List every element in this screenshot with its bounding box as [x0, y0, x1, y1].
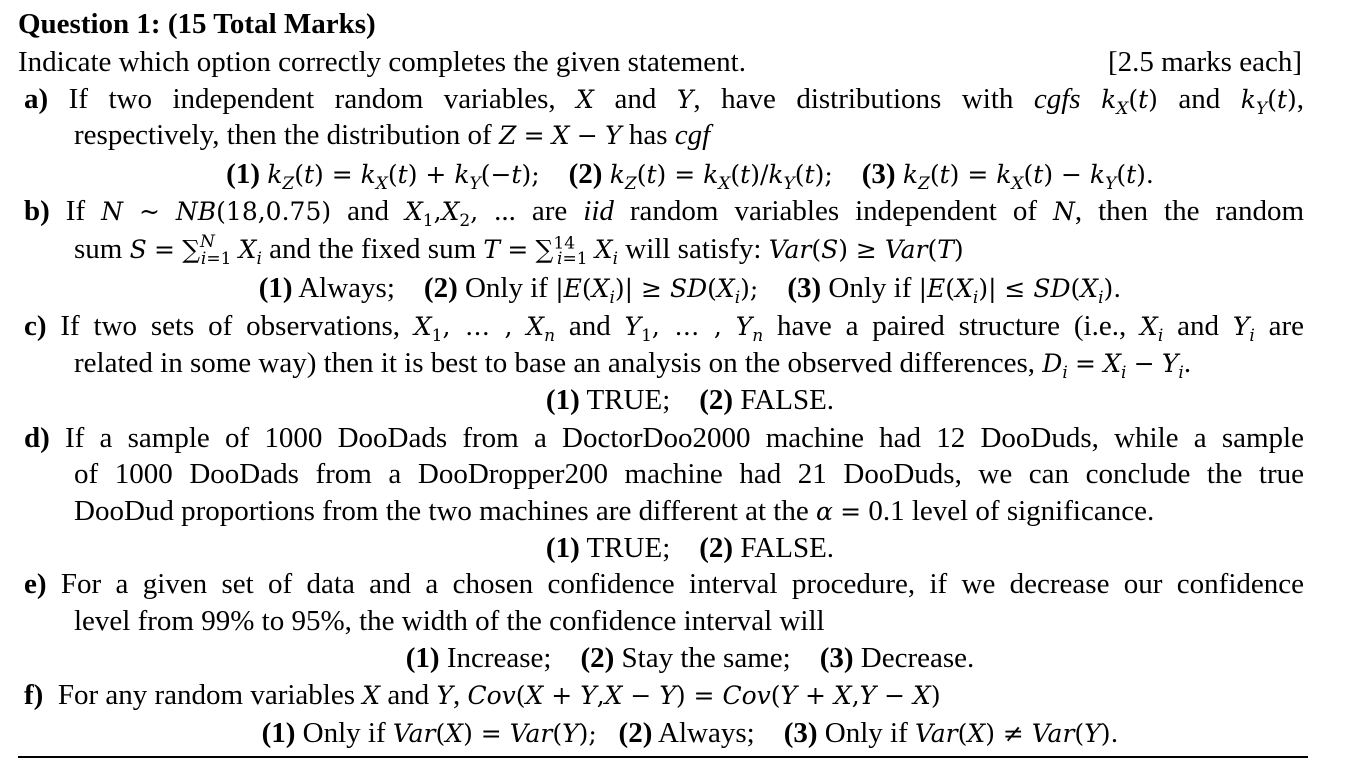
- item-d-options: [120, 530, 1260, 566]
- item-f-label: f): [24, 679, 44, 711]
- item-a-option-3[interactable]: (3) $k_Z(t) = k_X(t) - k_Y(t)$.: [861, 158, 1154, 194]
- item-d-label: d): [24, 422, 50, 454]
- item-c-line2: related in some way) then it is best to base an analysis on the observed differences, $D_i = X_i - Y_i$.: [74, 347, 1192, 383]
- item-e-line1: e) For a given set of data and a chosen confidence interval procedure, if we decrease our confidence: [24, 568, 1304, 600]
- item-a-option-1[interactable]: (1) $k_Z(t) = k_X(t) + k_Y(-t)$;: [226, 158, 540, 194]
- item-b-line1: b) If N ~ NB(18,0.75) and $X_1,X_2$, ... are iid random variables independent of N, then the random: [24, 195, 1305, 231]
- item-a-line2: respectively, then the distribution of Z = X − Y has cgf: [74, 119, 711, 151]
- item-e-label: e): [24, 568, 47, 600]
- question-title: [18, 6, 376, 42]
- item-a-option-2[interactable]: (2) $k_Z(t) = k_X(t)/k_Y(t)$;: [568, 158, 833, 194]
- item-b-option-1[interactable]: (1) Always;: [258, 272, 395, 304]
- item-e-options: [120, 640, 1260, 676]
- item-d-line2: of 1000 DooDads from a DooDropper200 machine had 21 DooDuds, we can conclude the true: [74, 458, 1304, 490]
- item-e-option-1[interactable]: (1) Increase;: [405, 642, 552, 674]
- item-d-option-1[interactable]: (1) TRUE;: [545, 532, 671, 564]
- item-f-option-3[interactable]: (3) Only if Var(X) ≠ Var(Y).: [783, 717, 1119, 749]
- question-title-text: Question 1: (15 Total Marks): [18, 8, 376, 40]
- item-e-option-3[interactable]: (3) Decrease.: [819, 642, 975, 674]
- item-a-options: [120, 156, 1260, 193]
- item-b-option-3[interactable]: (3) Only if $|E(X_i)| \le SD(X_i)$.: [787, 272, 1122, 308]
- instruction-text: Indicate which option correctly completes the given statement.: [18, 46, 746, 78]
- item-b-label: b): [24, 195, 50, 227]
- item-d-line3: DooDud proportions from the two machines are different at the α = 0.1 level of significance.: [74, 495, 1155, 527]
- bottom-rule: [18, 756, 1308, 758]
- item-c-option-1[interactable]: (1) TRUE;: [545, 384, 671, 416]
- item-c-option-2[interactable]: (2) FALSE.: [699, 384, 835, 416]
- item-f-line1: f) For any random variables X and Y, Cov(X + Y,X − Y) = Cov(Y + X,Y − X): [24, 679, 941, 711]
- item-a-line1: a) If two independent random variables, X and Y, have distributions with cgfs $k_X(t)$ and $k_Y(t)$,: [24, 83, 1305, 119]
- item-c-options: [120, 382, 1260, 418]
- item-f-option-1[interactable]: (1) Only if Var(X) = Var(Y);: [261, 717, 597, 749]
- item-f-option-2[interactable]: (2) Always;: [618, 717, 755, 749]
- instruction-line: [18, 44, 1302, 80]
- item-d-option-2[interactable]: (2) FALSE.: [699, 532, 835, 564]
- item-a-label: a): [24, 83, 49, 115]
- item-b-options: [120, 270, 1260, 307]
- item-d-line1: d) If a sample of 1000 DooDads from a DoctorDoo2000 machine had 12 DooDuds, while a sample: [24, 422, 1304, 454]
- item-e-option-2[interactable]: (2) Stay the same;: [580, 642, 791, 674]
- item-e-line2: level from 99% to 95%, the width of the confidence interval will: [74, 605, 825, 637]
- item-b-line2: sum S = ∑$^N_{i=1}$ $X_i$ and the fixed sum T = ∑$^{14}_{i=1}$ $X_i$ will satisfy: Var(S) ≥ Var(T): [74, 231, 964, 269]
- item-f-options: [120, 715, 1260, 752]
- marks-label: [2.5 marks each]: [1107, 46, 1302, 78]
- item-c-label: c): [24, 310, 47, 342]
- item-b-option-2[interactable]: (2) Only if $|E(X_i)| \ge SD(X_i)$;: [423, 272, 759, 308]
- item-c-line1: c) If two sets of observations, $X_1$, … , $X_n$ and $Y_1$, … , $Y_n$ have a paired structure (i.e., $X_i$ and $Y_i$ are: [24, 310, 1305, 346]
